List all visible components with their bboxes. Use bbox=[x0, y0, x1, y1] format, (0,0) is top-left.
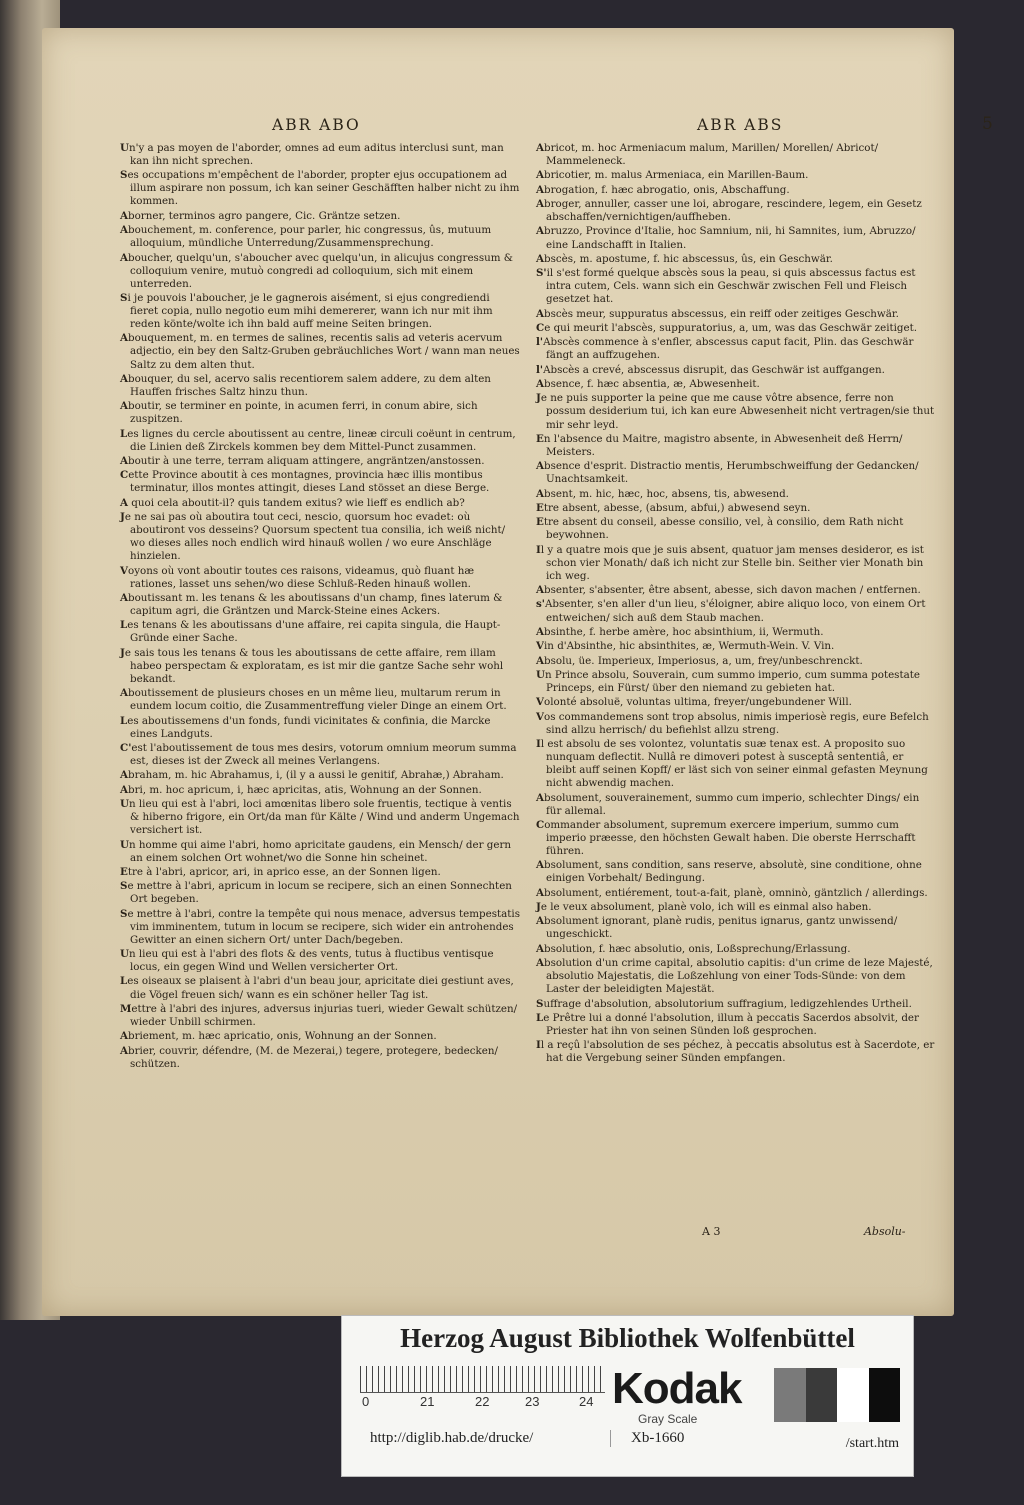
dictionary-entry: Un'y a pas moyen de l'aborder, omnes ad eum aditus interclusi sunt, man kan ihn nicht sprechen. bbox=[120, 142, 504, 168]
ruler-label: 22 bbox=[475, 1394, 490, 1409]
dictionary-entry: Abricotier, m. malus Armeniaca, ein Marillen-Baum. bbox=[536, 169, 809, 182]
start-path: /start.htm bbox=[845, 1436, 899, 1451]
dictionary-entry: Absolution, f. hæc absolutio, onis, Loßsprechung/Erlassung. bbox=[536, 942, 851, 955]
kodak-logo: Kodak bbox=[612, 1364, 742, 1413]
dictionary-entry: Les tenans & les aboutissans d'une affaire, rei capita singula, die Haupt-Gründe einer Sache. bbox=[120, 619, 501, 645]
dictionary-entry: Abrier, couvrir, défendre, (M. de Mezerai,) tegere, protegere, bedecken/ schützen. bbox=[120, 1044, 498, 1070]
dictionary-entry: Le Prêtre lui a donné l'absolution, illum à peccatis Sacerdos absolvit, der Priester hat ihn von seinen Sünden loß gesprochen. bbox=[536, 1011, 919, 1037]
ruler-label: 0 bbox=[362, 1394, 370, 1409]
dictionary-entry: Absenter, s'absenter, être absent, abesse, sich davon machen / entfernen. bbox=[536, 584, 921, 597]
dictionary-entry: Je le veux absolument, planè volo, ich will es einmal also haben. bbox=[536, 901, 872, 914]
dictionary-entry: Un Prince absolu, Souverain, cum summo imperio, cum summa potestate Princeps, ein Fürst/ über den niemand zu gebieten hat. bbox=[536, 668, 920, 694]
dictionary-entry: A quoi cela aboutit-il? quis tandem exitus? wie lieff es endlich ab? bbox=[120, 496, 465, 509]
dictionary-entry: Les lignes du cercle aboutissent au centre, lineæ circuli coëunt in centrum, die Linien deß Zirckels kommen bey dem Mittel-Punct zusammen. bbox=[120, 427, 516, 453]
running-head-right: ABR ABS bbox=[697, 116, 784, 134]
dictionary-entry: Abscès, m. apostume, f. hic abscessus, ûs, ein Geschwär. bbox=[536, 252, 833, 265]
dictionary-entry: Il y a quatre mois que je suis absent, quatuor jam menses desideror, es ist schon vier Monath/ daß ich nicht zur Stelle bin. Seither vier Monath bin ich weg. bbox=[536, 543, 924, 582]
gray-swatch bbox=[806, 1368, 838, 1422]
signature-mark: A 3 bbox=[702, 1225, 721, 1238]
dictionary-entry: Vos commandemens sont trop absolus, nimis imperiosè regis, eure Befelch sind allzu herrisch/ du befiehlst allzu streng. bbox=[536, 710, 929, 736]
dictionary-entry: Aboutir, se terminer en pointe, in acumen ferri, in conum abire, sich zuspitzen. bbox=[120, 400, 478, 426]
dictionary-entry: Se mettre à l'abri, apricum in locum se recipere, sich an einen Sonnechten Ort begeben. bbox=[120, 880, 512, 906]
dictionary-entry: Absence, f. hæc absentia, æ, Abwesenheit. bbox=[536, 378, 760, 391]
dictionary-entry: Aboucher, quelqu'un, s'aboucher avec quelqu'un, in alicujus congressum & colloquium venire, mutuò congredi ad colloquium, sich mit einem unterreden. bbox=[120, 251, 513, 290]
library-target-card bbox=[341, 1315, 914, 1477]
dictionary-entry: Absolument, entiérement, tout-a-fait, planè, omninò, gäntzlich / allerdings. bbox=[536, 886, 928, 899]
dictionary-entry: Abscès meur, suppuratus abscessus, ein reiff oder zeitiges Geschwär. bbox=[536, 307, 899, 320]
dictionary-entry: Absence d'esprit. Distractio mentis, Herumbschweiffung der Gedancken/ Unachtsamkeit. bbox=[536, 460, 919, 486]
dictionary-entry: En l'absence du Maitre, magistro absente, in Abwesenheit deß Herrn/ Meisters. bbox=[536, 432, 903, 458]
dictionary-entry: Abri, m. hoc apricum, i, hæc apricitas, atis, Wohnung an der Sonnen. bbox=[120, 783, 482, 796]
dictionary-entry: Cette Province aboutit à ces montagnes, provincia hæc illis montibus terminatur, illos montes attingit, dieses Land stösset an diese Berge. bbox=[120, 469, 490, 495]
dictionary-entry: Aboutir à une terre, terram aliquam attingere, angräntzen/anstossen. bbox=[120, 455, 485, 468]
ruler-label: 21 bbox=[420, 1394, 435, 1409]
ruler-ticks bbox=[360, 1366, 605, 1392]
dictionary-entry: Absolument ignorant, planè rudis, penitus ignarus, gantz unwissend/ ungeschickt. bbox=[536, 915, 898, 941]
dictionary-entry: Les aboutissemens d'un fonds, fundi vicinitates & confinia, die Marcke eines Landguts. bbox=[120, 714, 491, 740]
page-footer bbox=[702, 1225, 906, 1238]
page-number: 5 bbox=[982, 114, 993, 134]
dictionary-entry: Aboutissant m. les tenans & les aboutissans d'un champ, fines laterum & capitum agri, die Gräntzen und Marck-Steine eines Ackers. bbox=[120, 592, 503, 618]
ruler-label: 23 bbox=[525, 1394, 540, 1409]
gray-swatch bbox=[869, 1368, 901, 1422]
left-column bbox=[120, 142, 520, 1232]
dictionary-entry: Abouquement, m. en termes de salines, recentis salis ad veteris acervum adjectio, ein bey den Saltz-Gruben gebräuchliches Wort / wann man neues Saltz zu dem alten thut. bbox=[120, 332, 520, 371]
dictionary-entry: Un lieu qui est à l'abri, loci amœnitas libero sole fruentis, tectique à ventis & hiberno frigore, ein Ort/da man für Kälte / Wind und anderm Ungemach versichert ist. bbox=[120, 798, 520, 837]
dictionary-entry: Absolution d'un crime capital, absolutio capitis: d'un crime de leze Majesté, absolutio Majestatis, die Loßzehlung von einer Tods-Sünde: von dem Laster der beleidigten Majestät. bbox=[536, 957, 933, 996]
dictionary-entry: Etre absent, abesse, (absum, abfui,) abwesend seyn. bbox=[536, 501, 811, 514]
dictionary-entry: Voyons où vont aboutir toutes ces raisons, videamus, quò fluant hæ rationes, lasset uns sehen/wo diese Schluß-Reden hinauß wollen. bbox=[120, 564, 475, 590]
ruler-label: 24 bbox=[579, 1394, 594, 1409]
dictionary-entry: Les oiseaux se plaisent à l'abri d'un beau jour, apricitate diei gestiunt aves, die Vögel freuen sich/ wann es ein schöner heller Tag ist. bbox=[120, 975, 514, 1001]
catchword: Absolu- bbox=[863, 1225, 906, 1238]
dictionary-entry: Un lieu qui est à l'abri des flots & des vents, tutus à fluctibus ventisque locus, ein gegen Wind und Wellen versicherter Ort. bbox=[120, 948, 494, 974]
library-url: http://diglib.hab.de/drucke/ bbox=[370, 1430, 534, 1446]
dictionary-entry: Ce qui meurit l'abscès, suppuratorius, a, um, was das Geschwär zeitiget. bbox=[536, 321, 918, 334]
dictionary-entry: Si je pouvois l'aboucher, je le gagnerois aisément, si ejus congrediendi fieret copia, nullo negotio eum mihi demererer, wann ich nur mit ihm reden könte/wolte ich ihn bald auff meine Seiten bringen. bbox=[120, 292, 493, 331]
dictionary-entry: Ses occupations m'empêchent de l'aborder, propter ejus occupationem ad illum aspirare non possum, ich kan seiner Geschäfften halber nicht zu ihm kommen. bbox=[120, 169, 520, 208]
dictionary-entry: Abroger, annuller, casser une loi, abrogare, rescindere, legem, ein Gesetz abschaffen/vernichtigen/auffheben. bbox=[536, 198, 922, 224]
dictionary-entry: Aboutissement de plusieurs choses en un même lieu, multarum rerum in eundem locum coitio, die Zusammentreffung vieler Dinge an einem Ort. bbox=[120, 687, 507, 713]
dictionary-entry: Abriement, m. hæc apricatio, onis, Wohnung an der Sonnen. bbox=[120, 1030, 437, 1043]
dictionary-entry: Un homme qui aime l'abri, homo apricitate gaudens, ein Mensch/ der gern an einem solchen Ort wohnet/wo die Sonne hin scheinet. bbox=[120, 838, 512, 864]
library-name: Herzog August Bibliothek Wolfenbüttel bbox=[400, 1323, 855, 1353]
dictionary-entry: s'Absenter, s'en aller d'un lieu, s'éloigner, abire aliquo loco, von einem Ort entweichen/ sich auß dem Staub machen. bbox=[536, 598, 926, 624]
dictionary-entry: Absolument, sans condition, sans reserve, absolutè, sine conditione, ohne einigen Vorbehalt/ Bedingung. bbox=[536, 859, 922, 885]
dictionary-entry: Abrogation, f. hæc abrogatio, onis, Abschaffung. bbox=[536, 183, 790, 196]
dictionary-entry: Volonté absoluë, voluntas ultima, freyer/ungebundener Will. bbox=[536, 696, 852, 709]
dictionary-entry: Etre à l'abri, apricor, ari, in aprico esse, an der Sonnen ligen. bbox=[120, 865, 441, 878]
gray-swatch bbox=[837, 1368, 869, 1422]
dictionary-entry: Abouquer, du sel, acervo salis recentiorem salem addere, zu dem alten Hauffen frisches Saltz hinzu thun. bbox=[120, 372, 491, 398]
dictionary-entry: Je ne puis supporter la peine que me cause vôtre absence, ferre non possum desiderium tui, ich kan eure Abwesenheit nicht vertragen/sie thut mir sehr leyd. bbox=[536, 392, 935, 431]
dictionary-entry: C'est l'aboutissement de tous mes desirs, votorum omnium meorum summa est, dieses ist der Zweck all meines Verlangens. bbox=[120, 742, 517, 768]
dictionary-entry: Je sais tous les tenans & tous les aboutissans de cette affaire, rem illam habeo perspectam & exploratam, es ist mir die gantze Sache sehr wohl bekandt. bbox=[120, 646, 504, 685]
dictionary-entry: Il a reçû l'absolution de ses péchez, à peccatis absolutus est à Sacerdote, er hat die Vergebung seiner Sünden empfangen. bbox=[536, 1039, 935, 1065]
dictionary-entry: Je ne sai pas où aboutira tout ceci, nescio, quorsum hoc evadet: où aboutiront vos desseins? Quorsum spectent tua consilia, ich weiß nicht/ wo dieses alles noch endlich wird hinauß wollen / wo eure Anschläge hinzielen. bbox=[120, 511, 506, 563]
dictionary-entry: Mettre à l'abri des injures, adversus injurias tueri, wieder Gewalt schützen/ wieder Unbill schirmen. bbox=[120, 1002, 518, 1028]
dictionary-entry: l'Abscès a crevé, abscessus disrupit, das Geschwär ist auffgangen. bbox=[536, 363, 885, 376]
dictionary-entry: Absent, m. hic, hæc, hoc, absens, tis, abwesend. bbox=[536, 487, 789, 500]
book-page bbox=[42, 28, 993, 1316]
dictionary-entry: Absolu, üe. Imperieux, Imperiosus, a, um, frey/unbeschrenckt. bbox=[536, 654, 863, 667]
dictionary-entry: Abricot, m. hoc Armeniacum malum, Marillen/ Morellen/ Abricot/ Mammeleneck. bbox=[536, 142, 879, 168]
gray-swatch bbox=[774, 1368, 806, 1422]
dictionary-entry: l'Abscès commence à s'enfler, abscessus caput facit, Plin. das Geschwär fängt an auffzugehen. bbox=[536, 336, 914, 362]
running-head-left: ABR ABO bbox=[272, 116, 361, 134]
dictionary-entry: Se mettre à l'abri, contre la tempête qui nous menace, adversus tempestatis vim imminentem, tutum in locum se recipere, sich wider ein antrohendes Gewitter an einen sichern Ort/ unter Dach/begeben. bbox=[120, 907, 521, 946]
gray-scale-label: Gray Scale bbox=[638, 1412, 698, 1426]
ruler-baseline bbox=[360, 1392, 605, 1393]
gray-scale-swatches bbox=[774, 1368, 900, 1422]
dictionary-entry: Vin d'Absinthe, hic absinthites, æ, Wermuth-Wein. V. Vin. bbox=[536, 640, 835, 653]
right-column bbox=[536, 142, 936, 1262]
dictionary-entry: S'il s'est formé quelque abscès sous la peau, si quis abscessus factus est intra cutem, Cels. wann sich ein Geschwär zwischen Fell und Fleisch gesetzet hat. bbox=[536, 267, 916, 306]
dictionary-entry: Absinthe, f. herbe amère, hoc absinthium, ii, Wermuth. bbox=[536, 625, 824, 638]
scale-ruler bbox=[360, 1366, 605, 1408]
dictionary-entry: Absolument, souverainement, summo cum imperio, schlechter Dings/ ein für allemal. bbox=[536, 791, 920, 817]
dictionary-entry: Commander absolument, supremum exercere imperium, summo cum imperio præesse, den höchsten Gewalt haben. Die oberste Herrschafft führen. bbox=[536, 818, 916, 857]
dictionary-entry: Aborner, terminos agro pangere, Cic. Gräntze setzen. bbox=[120, 209, 401, 222]
dictionary-entry: Abraham, m. hic Abrahamus, i, (il y a aussi le genitif, Abrahæ,) Abraham. bbox=[120, 769, 504, 782]
dictionary-entry: Abouchement, m. conference, pour parler, hic congressus, ûs, mutuum alloquium, mündliche Unterredung/Zusammensprechung. bbox=[120, 224, 492, 250]
dictionary-entry: Suffrage d'absolution, absolutorium suffragium, ledigzehlendes Urtheil. bbox=[536, 997, 912, 1010]
dictionary-entry: Etre absent du conseil, abesse consilio, vel, à consilio, dem Rath nicht beywohnen. bbox=[536, 516, 904, 542]
dictionary-entry: Il est absolu de ses volontez, voluntatis suæ tenax est. A proposito suo nunquam deflectit. Nullâ re dimoveri potest à susceptâ sententiâ, er bleibt auff seinen Kopff/ er läst sich von seiner einmal gefasten Meynung nicht abwendig machen. bbox=[536, 738, 928, 790]
dictionary-entry: Abruzzo, Province d'Italie, hoc Samnium, nii, hi Samnites, ium, Abruzzo/ eine Landschafft in Italien. bbox=[536, 225, 916, 251]
shelfmark: Xb-1660 bbox=[610, 1430, 684, 1447]
